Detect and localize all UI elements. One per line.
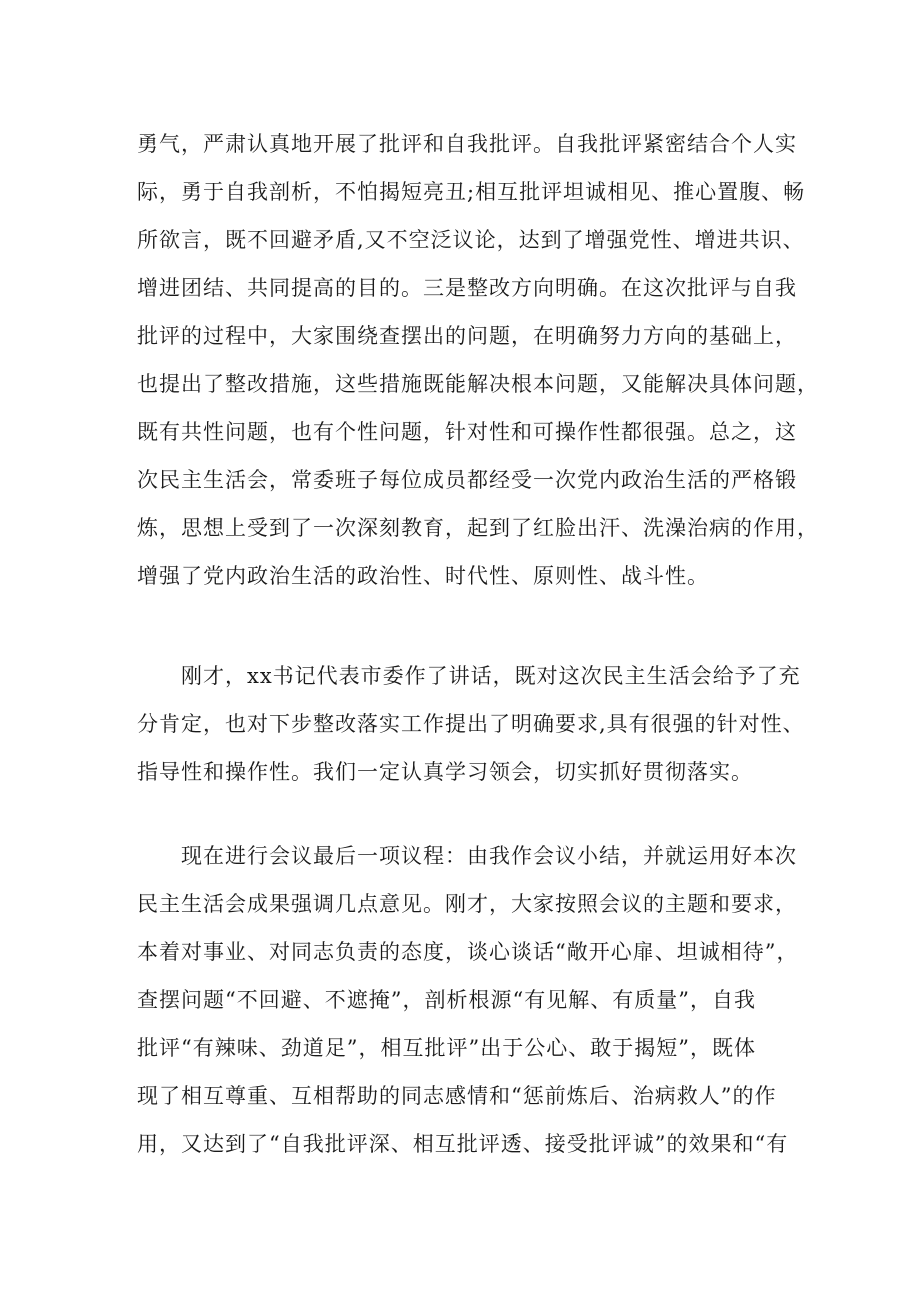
paragraph-3 <box>137 832 797 1168</box>
text-line: 现了相互尊重、互相帮助的同志感情和“惩前炼后、治病救人”的作 <box>137 1084 777 1108</box>
text-line: 增进团结、共同提高的目的。三是整改方向明确。在这次批评与自我 <box>137 276 797 300</box>
text-line: 批评的过程中，大家围绕查摆出的问题，在明确努力方向的基础上， <box>137 324 797 348</box>
text-line: 查摆问题“不回避、不遮掩”，剖析根源“有见解、有质量”，自我 <box>137 988 756 1012</box>
text-line: 现在进行会议最后一项议程：由我作会议小结，并就运用好本次 <box>181 844 797 868</box>
text-line: 批评“有辣味、劲道足”，相互批评”出于公心、敢于揭短”，既体 <box>137 1036 756 1060</box>
text-line: 也提出了整改措施，这些措施既能解决根本问题，又能解决具体问题， <box>137 372 819 396</box>
text-line: 勇气，严肃认真地开展了批评和自我批评。自我批评紧密结合个人实 <box>137 132 797 156</box>
paragraph-2 <box>137 652 805 796</box>
text-line: 所欲言，既不回避矛盾,又不空泛议论，达到了增强党性、增进共识、 <box>137 228 805 252</box>
text-line: 刚才，xx书记代表市委作了讲话，既对这次民主生活会给予了充 <box>181 664 801 688</box>
text-line: 民主生活会成果强调几点意见。刚才，大家按照会议的主题和要求， <box>137 892 797 916</box>
text-line: 炼，思想上受到了一次深刻教育，起到了红脸出汗、洗澡治病的作用， <box>137 516 819 540</box>
text-line: 次民主生活会，常委班子每位成员都经受一次党内政治生活的严格锻 <box>137 468 797 492</box>
text-line: 既有共性问题，也有个性问题，针对性和可操作性都很强。总之，这 <box>137 420 797 444</box>
paragraph-1 <box>137 120 819 600</box>
text-line: 用，又达到了“自我批评深、相互批评透、接受批评诚”的效果和“有 <box>137 1132 789 1156</box>
text-line: 分肯定，也对下步整改落实工作提出了明确要求,具有很强的针对性、 <box>137 712 805 736</box>
text-line: 增强了党内政治生活的政治性、时代性、原则性、战斗性。 <box>137 564 709 588</box>
text-line: 际，勇于自我剖析，不怕揭短亮丑;相互批评坦诚相见、推心置腹、畅 <box>137 180 806 204</box>
text-line: 本着对事业、对同志负责的态度，谈心谈话“敞开心扉、坦诚相待”， <box>137 940 799 964</box>
text-line: 指导性和操作性。我们一定认真学习领会，切实抓好贯彻落实。 <box>137 760 753 784</box>
